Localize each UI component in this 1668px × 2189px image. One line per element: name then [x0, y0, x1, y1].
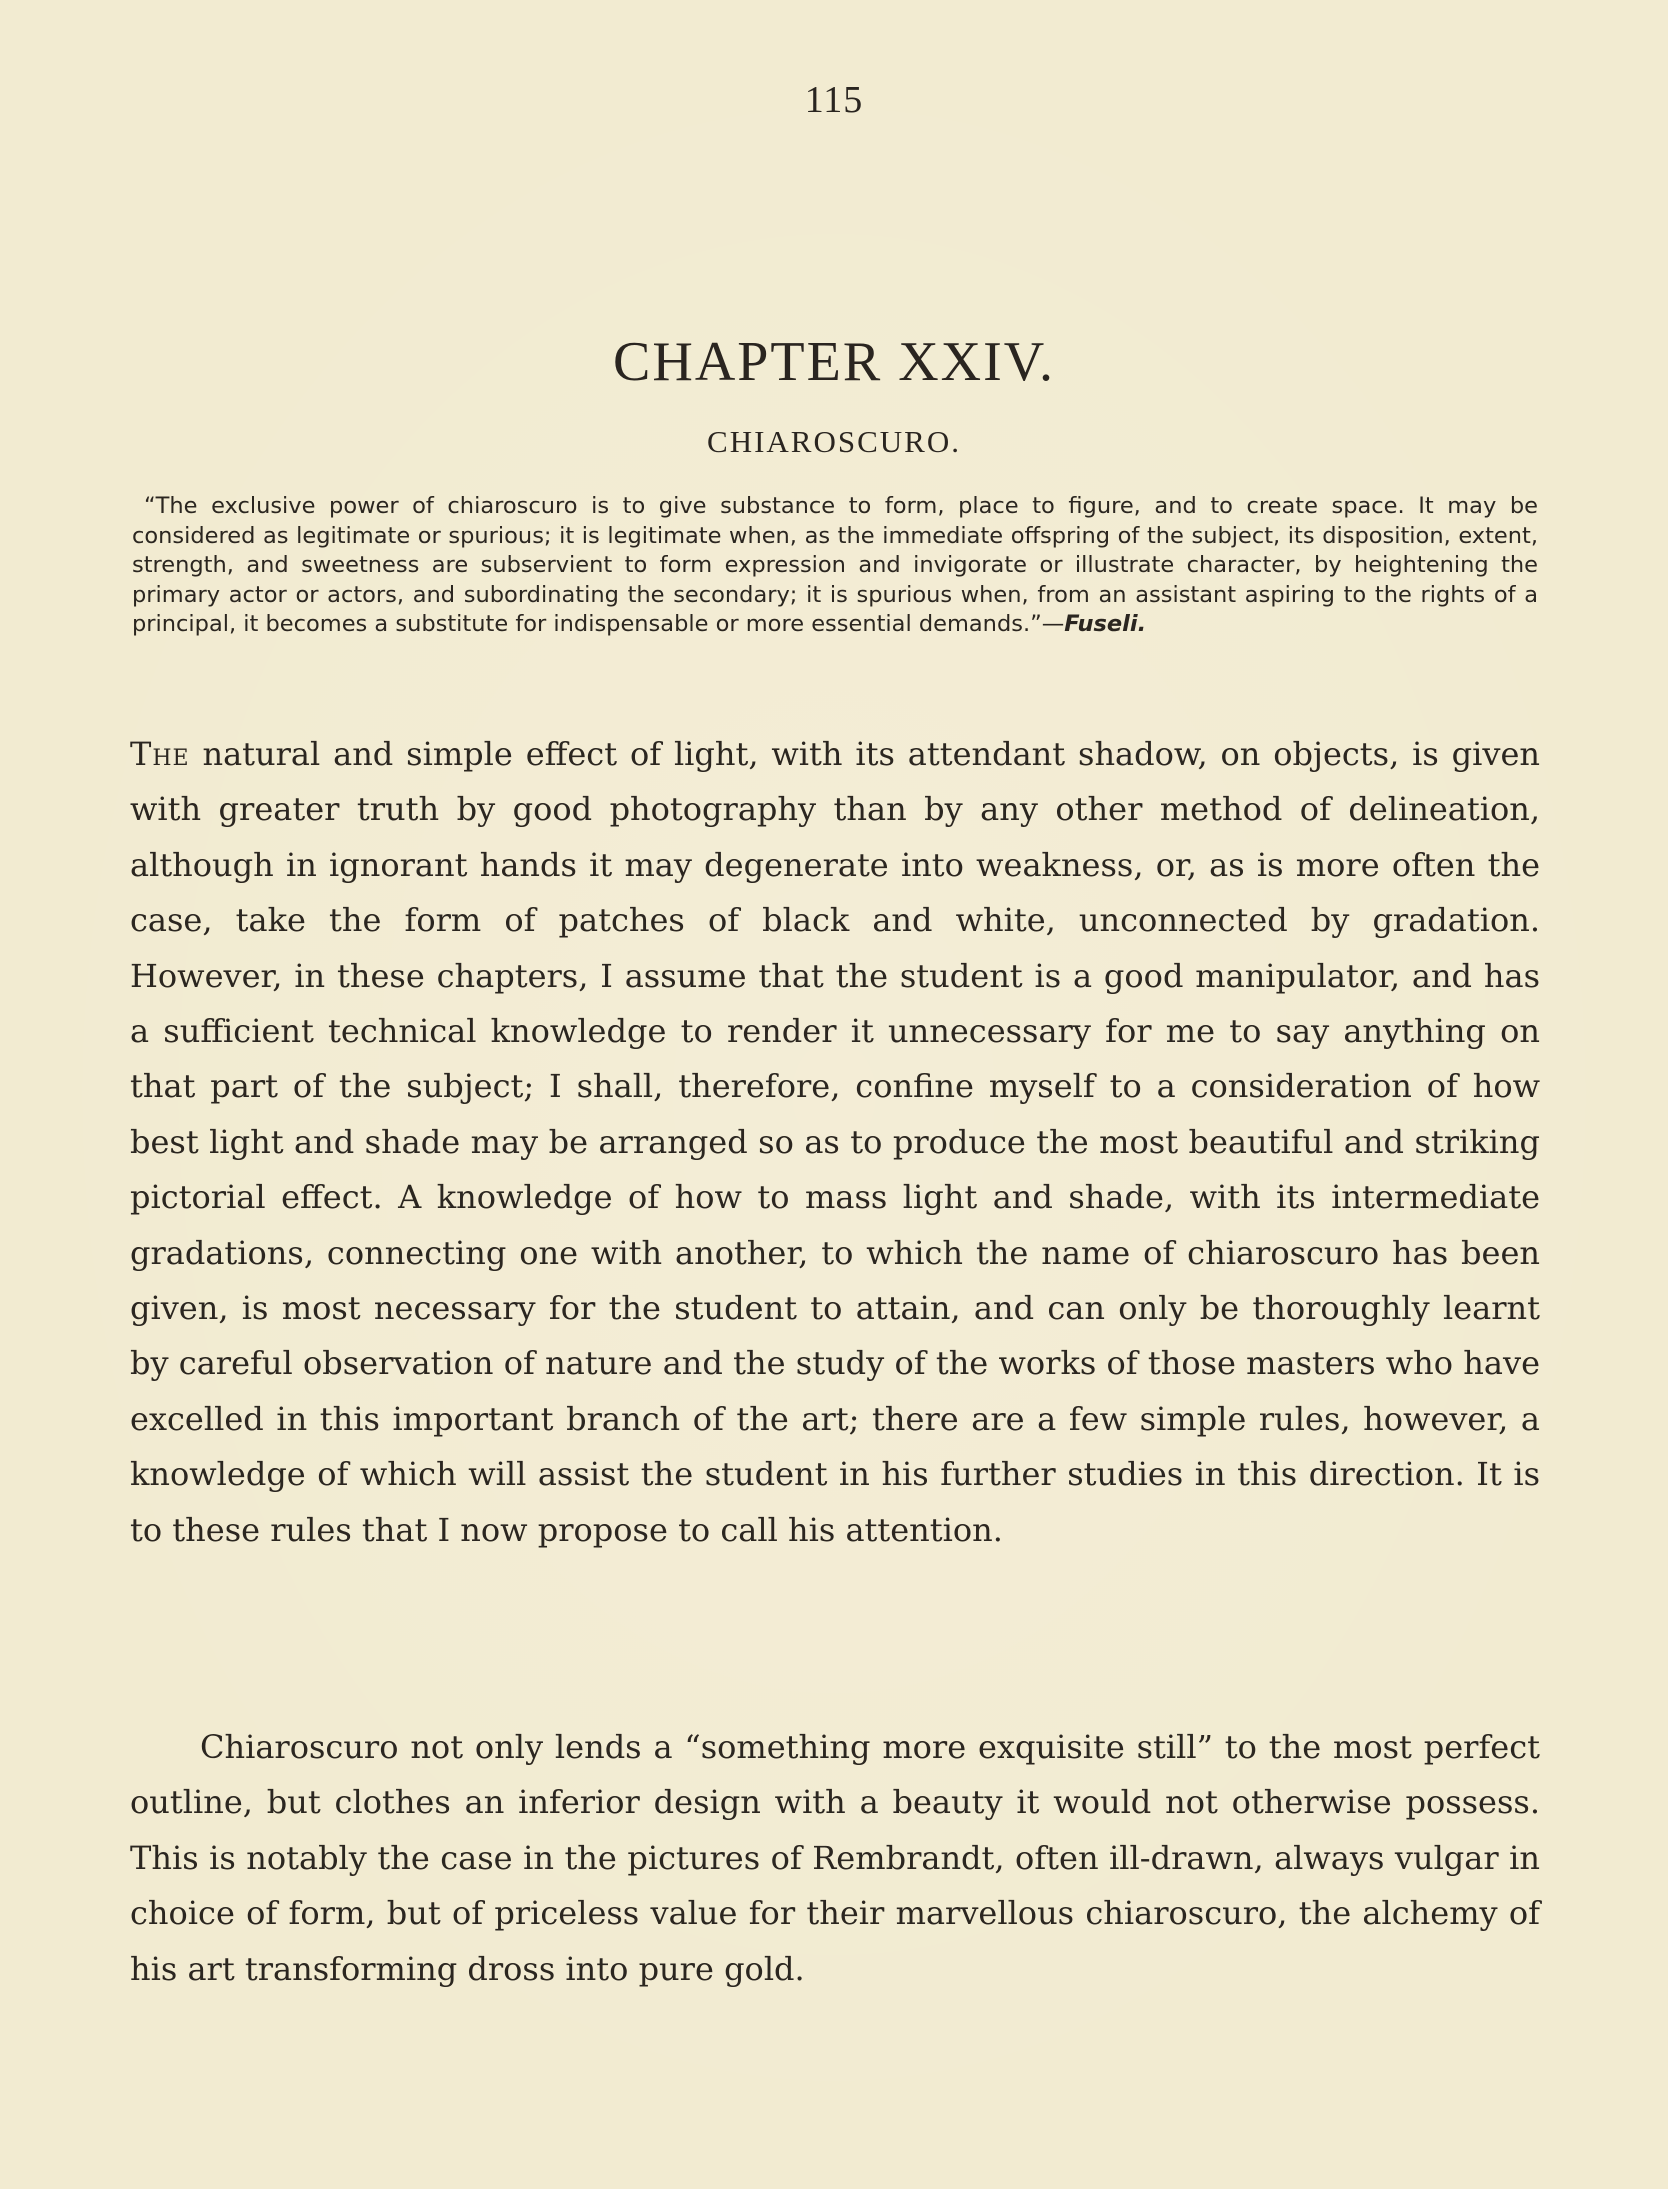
paragraph-lead-word: The [130, 735, 190, 773]
paragraph-1-text: natural and simple effect of light, with its attendant shadow, on objects, is given with greater truth by good photography than by any other method of delineation, although in ignorant hands it may degenerate into weakness, or, as is more often the case, take the form of patches of black and white, unconnected by gradation. However, in these chapters, I assume that the student is a good manipulator, and has a sufficient technical knowledge to render it unnecessary for me to say anything on that part of the subject; I shall, therefore, confine myself to a consideration of how best light and shade may be arranged so as to produce the most beautiful and striking pictorial effect. A knowledge of how to mass light and shade, with its intermediate gradations, connecting one with another, to which the name of chiaroscuro has been given, is most necessary for the student to attain, and can only be thoroughly learnt by careful observation of nature and the study of the works of those masters who have excelled in this important branch of the art; there are a few simple rules, however, a knowledge of which will assist the student in his further studies in this direction. It is to these rules that I now propose to call his attention. [130, 735, 1540, 1549]
body-paragraph-1 [130, 727, 1540, 1558]
body-paragraph-2 [130, 1720, 1540, 1997]
epigraph-attribution: Fuseli. [1064, 611, 1147, 638]
paragraph-2-text: Chiaroscuro not only lends a “something more exquisite still” to the most perfect outline, but clothes an inferior design with a beauty it would not otherwise possess. This is notably the case in the pictures of Rembrandt, often ill-drawn, always vulgar in choice of form, but of priceless value for their marvellous chiaroscuro, the alchemy of his art transforming dross into pure gold. [130, 1728, 1540, 1988]
epigraph-quote [132, 492, 1538, 640]
chapter-subtitle: CHIAROSCURO. [707, 424, 961, 459]
chapter-title: CHAPTER XXIV. [613, 331, 1055, 393]
epigraph-text: “The exclusive power of chiaroscuro is to give substance to form, place to figure, and to create space. It may be considered as legitimate or spurious; it is legitimate when, as the immediate offspring of the subject, its disposition, extent, strength, and sweetness are subservient to form expression and invigorate or illustrate character, by heightening the primary actor or actors, and subordinating the secondary; it is spurious when, from an assistant aspiring to the rights of a principal, it becomes a substitute for indispensable or more essential demands.”— [132, 493, 1538, 638]
page-number: 115 [804, 79, 864, 121]
